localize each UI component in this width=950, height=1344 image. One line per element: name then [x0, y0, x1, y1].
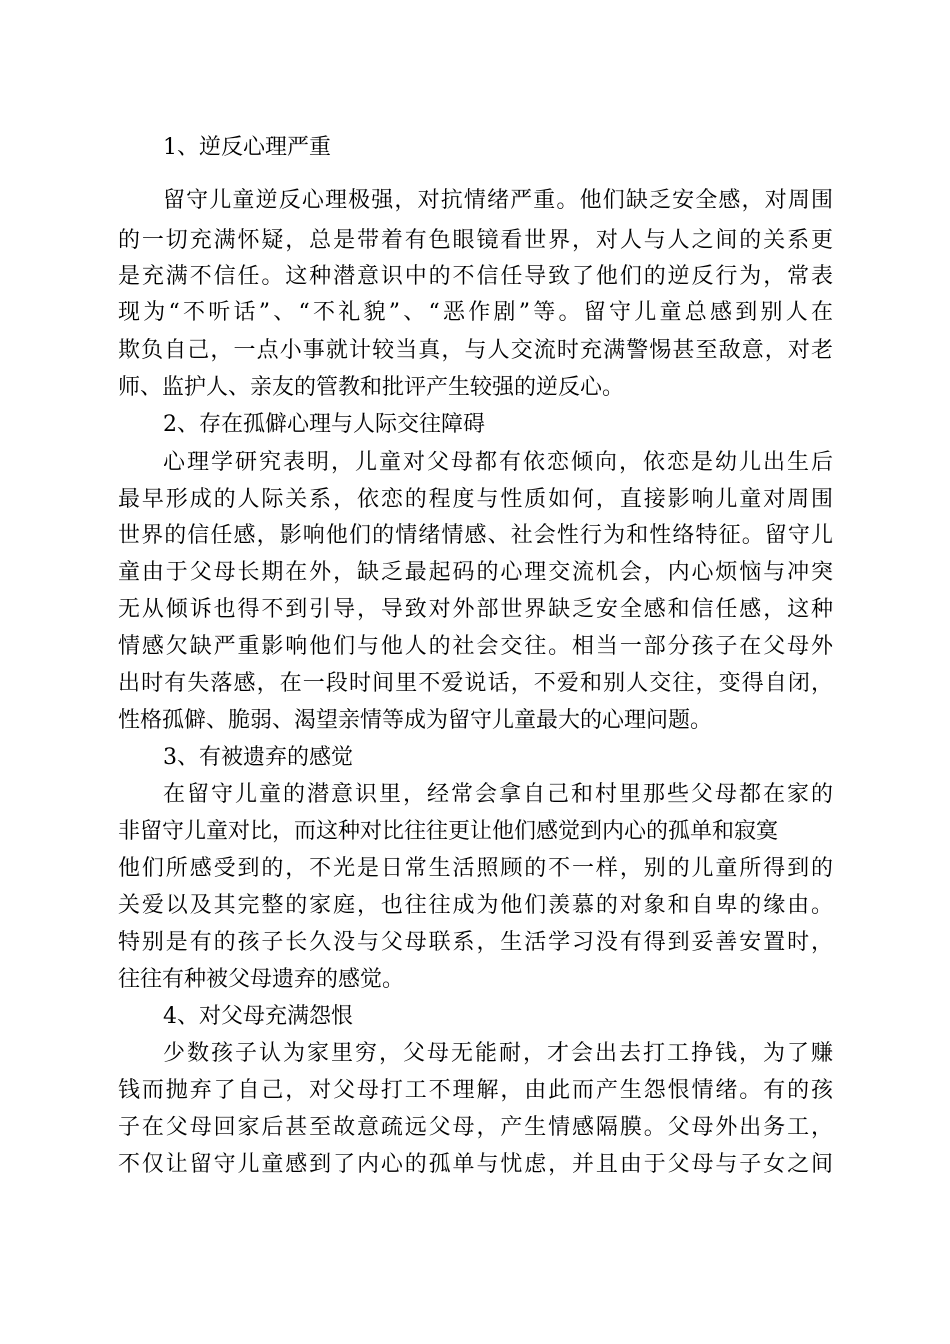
paragraph-line: 子在父母回家后甚至故意疏远父母，产生情感隔膜。父母外出务工， [118, 1115, 833, 1140]
paragraph-line: 不仅让留守儿童感到了内心的孤单与忧虑，并且由于父母与子女之间 [118, 1152, 833, 1177]
section-heading-4: 4、对父母充满怨恨 [163, 1004, 353, 1029]
paragraph-line: 留守儿童逆反心理极强，对抗情绪严重。他们缺乏安全感，对周围 [163, 188, 833, 213]
paragraph-line: 最早形成的人际关系，依恋的程度与性质如何，直接影响儿童对周围 [118, 487, 833, 512]
section-heading-3: 3、有被遗弃的感觉 [163, 745, 353, 770]
paragraph-line: 的一切充满怀疑，总是带着有色眼镜看世界，对人与人之间的关系更 [118, 228, 833, 253]
paragraph-line: 他们所感受到的，不光是日常生活照顾的不一样，别的儿童所得到的 [118, 856, 833, 881]
paragraph-line: 情感欠缺严重影响他们与他人的社会交往。相当一部分孩子在父母外 [118, 634, 833, 659]
paragraph-line: 性格孤僻、脆弱、渴望亲情等成为留守儿童最大的心理问题。 [118, 708, 713, 733]
paragraph-line: 少数孩子认为家里穷，父母无能耐，才会出去打工挣钱，为了赚 [163, 1041, 833, 1066]
paragraph-line: 无从倾诉也得不到引导，导致对外部世界缺乏安全感和信任感，这种 [118, 597, 833, 622]
paragraph-line: 童由于父母长期在外，缺乏最起码的心理交流机会，内心烦恼与冲突 [118, 560, 833, 585]
paragraph-line: 欺负自己，一点小事就计较当真，与人交流时充满警惕甚至敌意，对老 [118, 338, 833, 363]
paragraph-line: 出时有失落感，在一段时间里不爱说话，不爱和别人交往，变得自闭， [118, 671, 833, 696]
paragraph-line: 师、监护人、亲友的管教和批评产生较强的逆反心。 [118, 375, 625, 400]
paragraph-line: 非留守儿童对比，而这种对比往往更让他们感觉到内心的孤单和寂寞 [118, 819, 779, 844]
paragraph-line: 现为“不听话”、“不礼貌”、“恶作剧”等。留守儿童总感到别人在 [118, 300, 833, 325]
paragraph-line: 在留守儿童的潜意识里，经常会拿自己和村里那些父母都在家的 [163, 782, 833, 807]
paragraph-line: 是充满不信任。这种潜意识中的不信任导致了他们的逆反行为，常表 [118, 264, 833, 289]
paragraph-line: 特别是有的孩子长久没与父母联系，生活学习没有得到妥善安置时， [118, 930, 833, 955]
paragraph-line: 心理学研究表明，儿童对父母都有依恋倾向，依恋是幼儿出生后 [163, 450, 833, 475]
section-heading-1: 1、逆反心理严重 [163, 135, 331, 160]
paragraph-line: 钱而抛弃了自己，对父母打工不理解，由此而产生怨恨情绪。有的孩 [118, 1078, 833, 1103]
section-heading-2: 2、存在孤僻心理与人际交往障碍 [163, 412, 485, 437]
paragraph-line: 关爱以及其完整的家庭，也往往成为他们羡慕的对象和自卑的缘由。 [118, 893, 833, 918]
paragraph-line: 世界的信任感，影响他们的情绪情感、社会性行为和性络特征。留守儿 [118, 523, 833, 548]
paragraph-line: 往往有种被父母遗弃的感觉。 [118, 967, 405, 992]
